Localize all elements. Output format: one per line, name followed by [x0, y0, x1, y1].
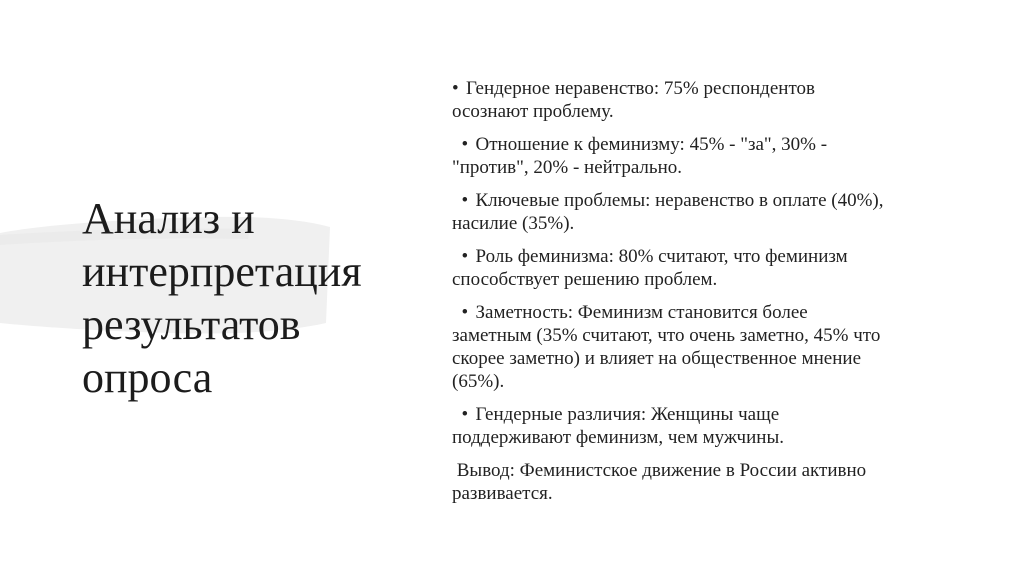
bullet-item: [452, 77, 932, 123]
conclusion-text-line: Вывод: Феминистское движение в России активно: [456, 460, 867, 481]
bullet-text-line: скорее заметно) и влияет на общественное мнение: [452, 348, 862, 369]
bullet-text-line: заметным (35% считают, что очень заметно, 45% что: [452, 325, 881, 346]
bullet-text-line: осознают проблему.: [452, 101, 614, 122]
bullet-item: [452, 245, 932, 291]
bullet-icon: •: [461, 302, 469, 323]
bullet-text-line: (65%).: [452, 371, 505, 392]
bullet-text-line: Заметность: Феминизм становится более: [475, 302, 808, 323]
bullet-icon: •: [461, 404, 469, 425]
title-line: интерпретация: [82, 247, 362, 296]
bullet-icon: •: [452, 78, 459, 99]
bullet-icon: •: [461, 246, 469, 267]
bullet-text-line: "против", 20% - нейтрально.: [452, 157, 682, 178]
bullet-text-line: Роль феминизма: 80% считают, что феминизм: [475, 246, 848, 267]
bullet-text-line: насилие (35%).: [452, 213, 575, 234]
bullet-list: [452, 77, 932, 515]
bullet-item: [452, 301, 932, 393]
title-line: Анализ и: [82, 194, 255, 243]
bullet-text-line: способствует решению проблем.: [452, 269, 718, 290]
bullet-icon: •: [461, 190, 469, 211]
bullet-icon: •: [461, 134, 469, 155]
title-line: опроса: [82, 353, 213, 402]
bullet-text-line: Гендерные различия: Женщины чаще: [475, 404, 780, 425]
bullet-item: [452, 189, 932, 235]
title-line: результатов: [82, 300, 301, 349]
bullet-text-line: Отношение к феминизму: 45% - "за", 30% -: [475, 134, 828, 155]
conclusion-text-line: развивается.: [452, 483, 553, 504]
bullet-text-line: поддерживают феминизм, чем мужчины.: [452, 427, 784, 448]
slide-title: [82, 192, 402, 404]
bullet-item: [452, 403, 932, 449]
bullet-text-line: Ключевые проблемы: неравенство в оплате (40%),: [475, 190, 884, 211]
bullet-text-line: Гендерное неравенство: 75% респондентов: [466, 78, 815, 99]
conclusion: [452, 459, 932, 505]
bullet-item: [452, 133, 932, 179]
